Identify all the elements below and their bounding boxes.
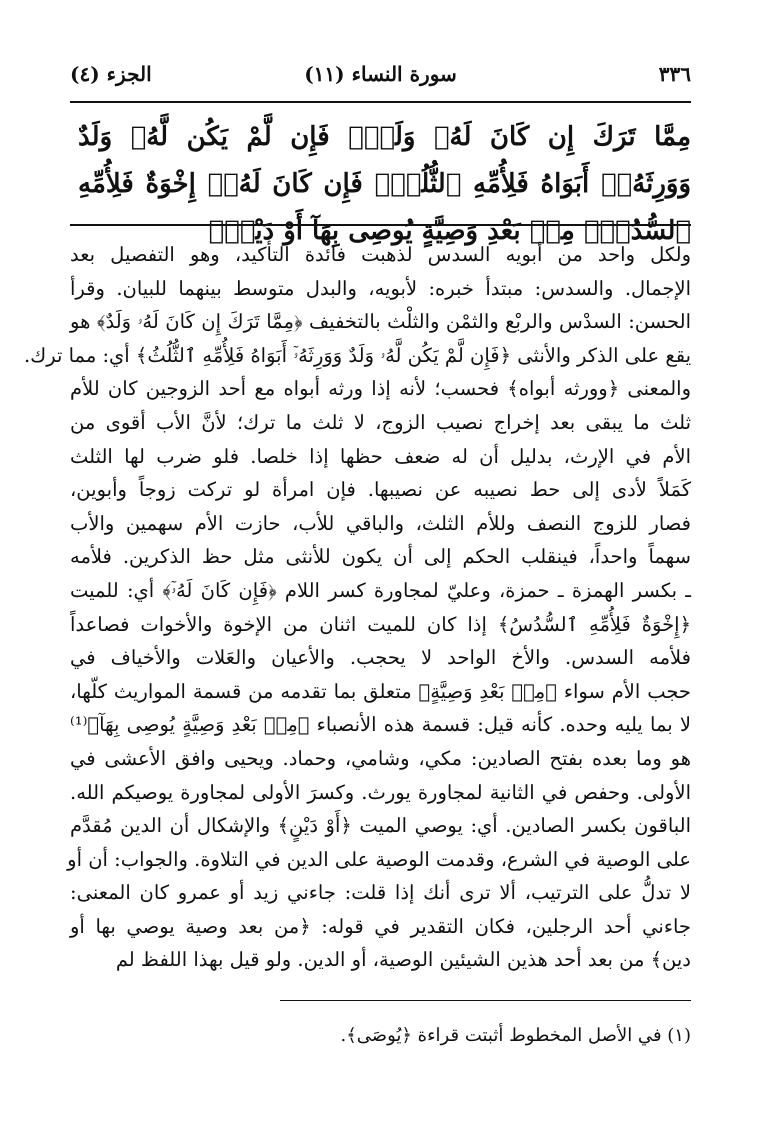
page-header (70, 62, 691, 96)
commentary-line: على الوصية في الشرع، وقدمت الوصية على الدين في التلاوة. والجواب: أن أو (67, 847, 691, 871)
juz-label: الجزء (٤) (70, 62, 152, 86)
commentary-line: سهماً واحداً، فينقلب الحكم إلى أن يكون للأنثى مثل حظ الذكرين. فلأمه (70, 545, 691, 569)
commentary-line: الأم في الإرث، بدليل أن له ضعف حظها إذا خلصا. فلو ضرب لها الثلث (70, 444, 691, 468)
commentary-line: ولكل واحد من أبويه السدس لذهبت فائدة التأكيد، وهو التفصيل بعد (70, 243, 691, 266)
footnote: (١) في الأصل المخطوط أثبتت قراءة ﴿يُوصَى﴾. (340, 1025, 691, 1046)
commentary-line: هو وما بعده بفتح الصادين: مكي، وشامي، وحماد. ويحيى وافق الأعشى في (70, 746, 691, 770)
commentary-line: فصار للزوج النصف وللأم الثلث، والباقي للأب، حازت الأم سهمين والأب (70, 511, 691, 535)
commentary-line: الأولى. وحفص في الثانية لمجاورة يورث. وكسرَ الأولى لمجاورة يوصيكم الله. (70, 780, 691, 804)
commentary-line: ـ بكسر الهمزة ـ حمزة، وعليّ لمجاورة كسر اللام ﴿فَإِن كَانَ لَهُۥٓ﴾ أي: للميت (70, 578, 691, 602)
commentary-line: لا بما يليه وحده. كأنه قيل: قسمة هذه الأنصباء ﴿مِنۢ بَعْدِ وَصِيَّةٍ يُوصِى بِهَآ﴾⁽¹⁾ (70, 713, 691, 737)
commentary-line: حجب الأم سواء ﴿مِنۢ بَعْدِ وَصِيَّةٍ﴾ متعلق بما تقدمه من قسمة المواريث كلّها، (70, 679, 691, 703)
commentary-line: لا تدلُّ على الترتيب، ألا ترى أنك إذا قلت: جاءني زيد أو عمرو كان المعنى: (70, 881, 691, 905)
commentary-line: ﴿إِخْوَةٌ فَلِأُمِّهِ ٱلسُّدُسُ﴾ إذا كان للميت اثنان من الإخوة والأخوات فصاعداً (70, 612, 691, 636)
quran-verse-text: مِمَّا تَرَكَ إِن كَانَ لَهُۥ وَلَدٌۚ فَإِن لَّمْ يَكُن لَّهُۥ وَلَدٌ وَوَرِثَهُۥٓ أَبَوَاهُ فَلِأُمِّهِ ٱلثُّلُثُۚ فَإِن كَانَ لَهُۥٓ إِخْوَةٌ فَلِأُمِّهِ ٱلسُّدُسُۚ مِنۢ بَعْدِ وَصِيَّةٍ يُوصِى بِهَآ أَوْ دَيْنٍۗ (78, 122, 691, 246)
commentary-line: الباقون بكسر الصادين. أي: يوصي الميت ﴿أَوْ دَيْنٍ﴾ والإشكال أن الدين مُقدَّم (70, 814, 691, 838)
header-divider (70, 101, 691, 103)
commentary-line: الحسن: السدْس والربْع والثمْن والثلْث بالتخفيف ﴿مِمَّا تَرَكَ إِن كَانَ لَهُۥ وَلَدٌ﴾ هو (70, 310, 691, 334)
commentary-line: الإجمال. والسدس: مبتدأ خبره: لأبويه، والبدل متوسط بينهما للبيان. وقرأ (70, 276, 691, 300)
commentary-line: جاءني أحد الرجلين، فكان التقدير في قوله: ﴿من بعد وصية يوصي بها أو (70, 914, 691, 938)
commentary-line: ثلث ما يبقى بعد إخراج نصيب الزوج، لا ثلث ما ترك؛ لأنَّ الأب أقوى من (70, 410, 691, 434)
verse-divider (70, 224, 691, 226)
commentary-line: دين﴾ من بعد أحد هذين الشيئين الوصية، أو الدين. ولو قيل بهذا اللفظ لم (115, 948, 691, 972)
commentary-line: فلأمه السدس. والأخ الواحد لا يحجب. والأعيان والعَلات والأخياف في (70, 646, 691, 670)
commentary-line: والمعنى ﴿وورثه أبواه﴾ فحسب؛ لأنه إذا ورثه أبواه مع أحد الزوجين كان للأم (70, 377, 691, 401)
commentary-line: كَمَلاً لأدى إلى حط نصيبه عن نصيبها. فإن امرأة لو تركت زوجاً وأبوين، (70, 478, 691, 502)
commentary-line: يقع على الذكر والأنثى ﴿فَإِن لَّمْ يَكُن لَّهُۥ وَلَدٌ وَوَرِثَهُۥٓ أَبَوَاهُ فَلِأُمِّهِ ٱلثُّلُثُ﴾ أي: مما ترك. (23, 343, 691, 367)
surah-title: سورة النساء (١١) (304, 62, 457, 86)
commentary-body (23, 238, 691, 977)
page-number: ٣٣٦ (658, 62, 691, 86)
footnote-divider (280, 1000, 691, 1001)
